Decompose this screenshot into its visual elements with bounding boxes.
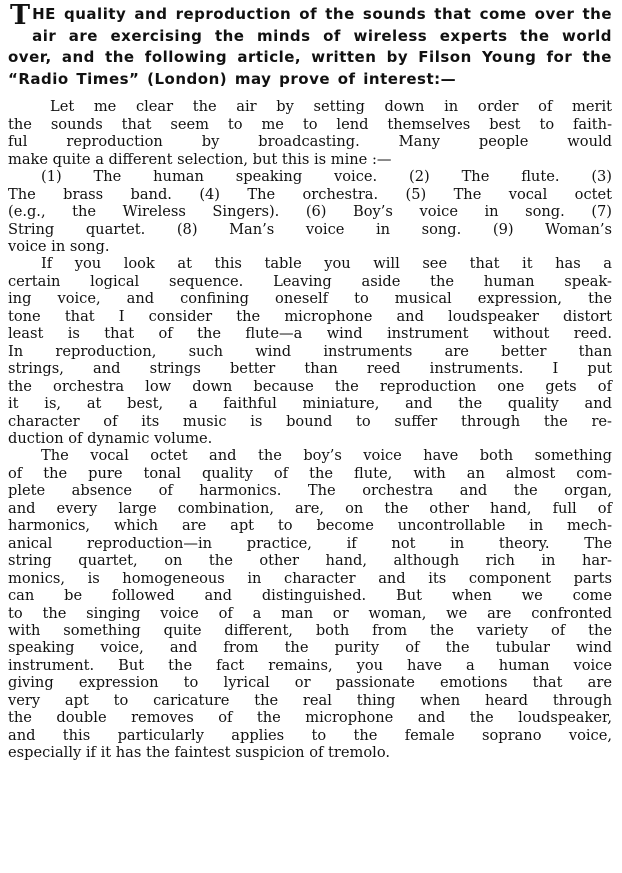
paragraph xyxy=(8,447,612,761)
text-line: plete absence of harmonics. The orchestra and the organ, xyxy=(8,482,612,500)
text-line: especially if it has the faintest suspicion of tremolo. xyxy=(8,744,390,762)
text-line: very apt to caricature the real thing when heard through xyxy=(8,691,612,709)
text-line: anical reproduction—in practice, if not in theory. The xyxy=(8,534,612,552)
text-line: The vocal octet and the boy’s voice have both something xyxy=(41,447,612,465)
text-line: to the singing voice of a man or woman, we are confronted xyxy=(8,604,612,622)
lede-line: HE quality and reproduction of the sounds that xyxy=(32,5,472,23)
text-line: least is that of the flute—a wind instrument without reed. xyxy=(8,325,612,343)
text-line: certain logical sequence. Leaving aside the human speak- xyxy=(8,272,612,290)
lede-line: (London) may prove of interest:— xyxy=(147,69,457,88)
text-line: character of its music is bound to suffer through the re- xyxy=(8,412,612,430)
text-line: giving expression to lyrical or passionate emotions that are xyxy=(8,674,612,692)
lede-line: wireless experts the world over, and the following xyxy=(8,26,612,67)
text-line: string quartet, on the other hand, although rich in har- xyxy=(8,552,612,570)
text-line: make quite a different selection, but this is mine :— xyxy=(8,150,392,168)
text-line: and this particularly applies to the female soprano voice, xyxy=(8,726,612,744)
text-line: The brass band. (4) The orchestra. (5) The vocal octet xyxy=(8,185,612,203)
text-line: (1) The human speaking voice. (2) The flute. (3) xyxy=(41,168,612,186)
text-line: speaking voice, and from the purity of the tubular wind xyxy=(8,639,612,657)
text-line: can be followed and distinguished. But when we come xyxy=(8,587,612,605)
article-body xyxy=(8,98,612,761)
article-lede xyxy=(8,0,612,90)
text-line: In reproduction, such wind instruments are better than xyxy=(8,342,612,360)
text-line: it is, at best, a faithful miniature, and the quality and xyxy=(8,395,612,413)
text-line: Let me clear the air by setting down in order of merit xyxy=(50,98,612,116)
text-line: the sounds that seem to me to lend themselves best to faith- xyxy=(8,115,612,133)
text-line: with something quite different, both from the variety of the xyxy=(8,621,612,639)
text-line: voice in song. xyxy=(8,238,110,255)
text-line: ful reproduction by broadcasting. Many people would xyxy=(8,133,612,151)
text-line: duction of dynamic volume. xyxy=(8,429,213,447)
drop-cap: T xyxy=(10,0,31,31)
paragraph xyxy=(8,168,612,255)
lede-line: come over the air are exercising the minds of xyxy=(32,5,612,45)
text-line: and every large combination, are, on the other hand, full of xyxy=(8,499,612,517)
lede-lines xyxy=(8,0,612,90)
text-line: strings, and strings better than reed instruments. I put xyxy=(8,360,612,378)
text-line: the double removes of the microphone and the loudspeaker, xyxy=(8,709,612,727)
text-line: monics, is homogeneous in character and its component parts xyxy=(8,569,612,587)
paragraph xyxy=(8,255,612,447)
text-line: tone that I consider the microphone and loudspeaker distort xyxy=(8,307,612,325)
text-line: of the pure tonal quality of the flute, with an almost com- xyxy=(8,464,612,482)
text-line: ing voice, and confining oneself to musical expression, the xyxy=(8,290,612,308)
paragraph xyxy=(8,98,612,168)
text-line: instrument. But the fact remains, you have a human voice xyxy=(8,656,612,674)
lede-line: article, written by Filson Young for the “Radio Times” xyxy=(8,48,612,88)
text-line: String quartet. (8) Man’s voice in song. (9) Woman’s xyxy=(8,220,612,238)
text-line: harmonics, which are apt to become uncontrollable in mech- xyxy=(8,517,612,535)
text-line: (e.g., the Wireless Singers). (6) Boy’s voice in song. (7) xyxy=(8,203,612,221)
text-line: the orchestra low down because the reproduction one gets of xyxy=(8,377,612,395)
text-line: If you look at this table you will see that it has a xyxy=(41,255,612,273)
